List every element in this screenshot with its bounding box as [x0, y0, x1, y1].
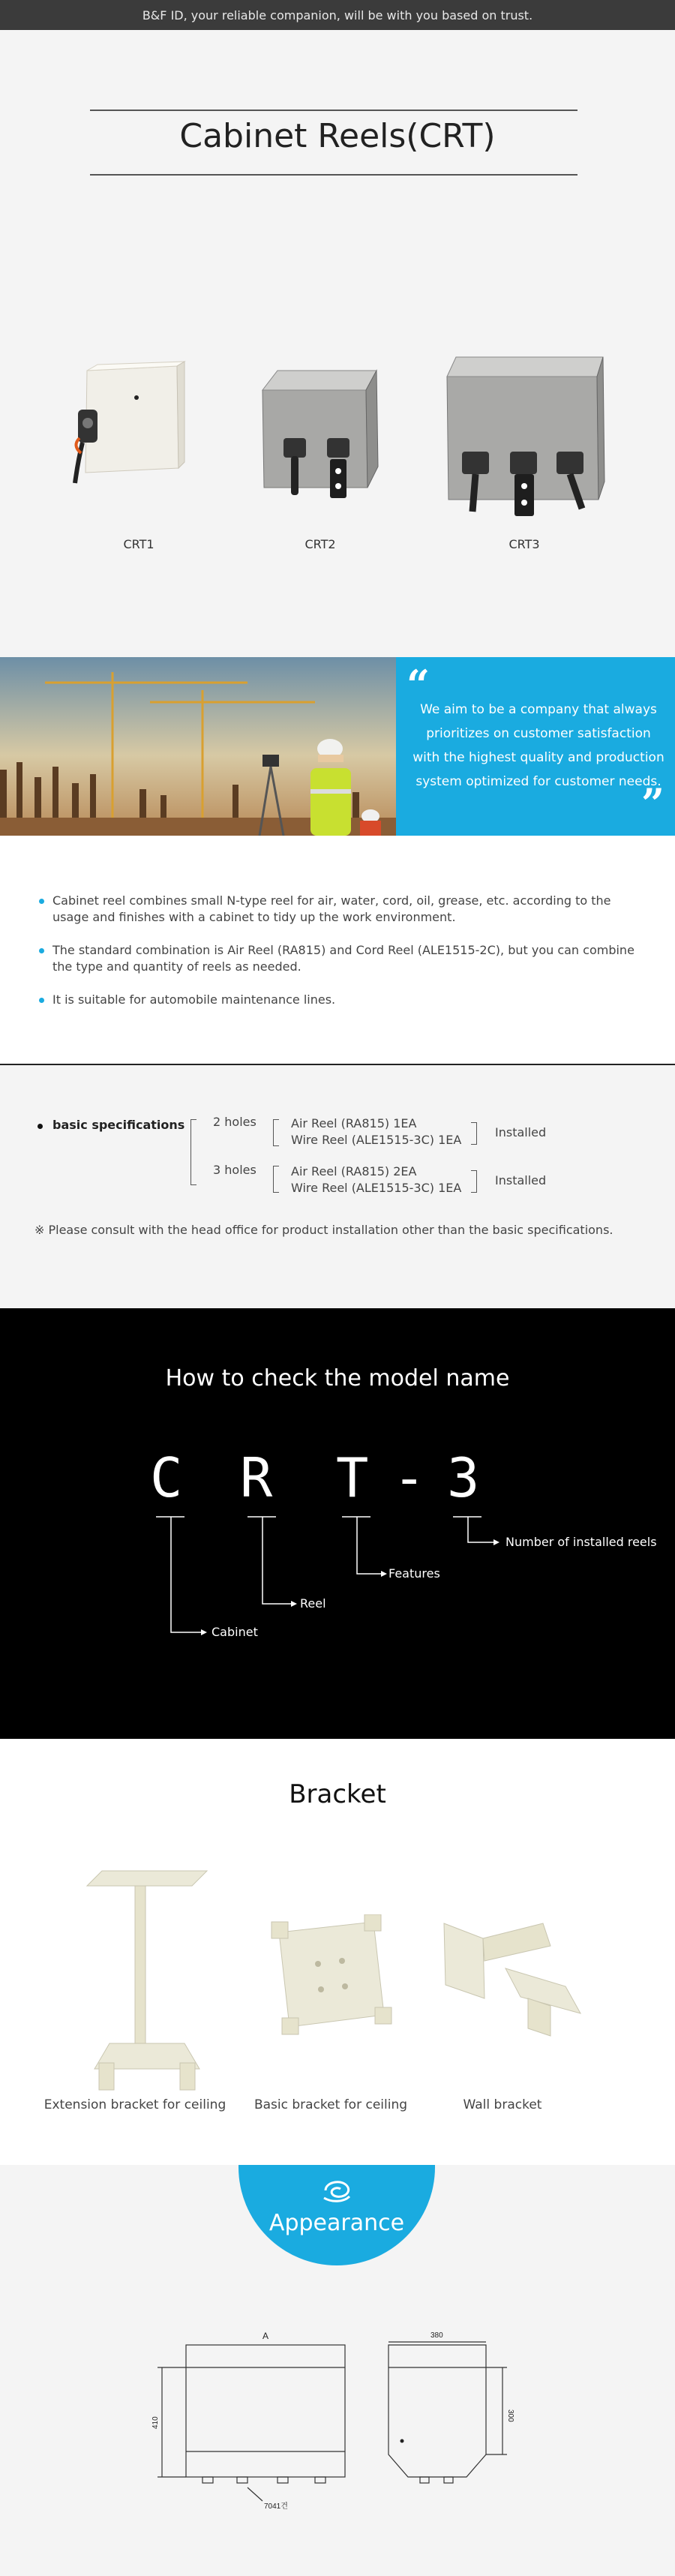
- model-label-count: Number of installed reels: [506, 1535, 657, 1549]
- top-banner-text: B&F ID, your reliable companion, will be with you based on trust.: [142, 8, 533, 23]
- mission-quote-text: [411, 698, 666, 794]
- bracket-section: [0, 1739, 675, 2165]
- feature-item: Cabinet reel combines small N-type reel for air, water, cord, oil, grease, etc. according to the usage and finishes with a cabinet to tidy up the work environment.: [39, 893, 639, 926]
- spec-status: Installed: [495, 1125, 547, 1139]
- spec-reel-line: Air Reel (RA815) 1EA: [291, 1116, 417, 1130]
- hero-section: [0, 30, 675, 657]
- spec-label: basic specifications: [52, 1118, 185, 1132]
- quote-close-icon: ”: [640, 779, 664, 827]
- top-banner: [0, 0, 675, 30]
- spec-group-bracket: [190, 1119, 196, 1185]
- crt2-image: [248, 360, 382, 525]
- spec-left-bracket: [273, 1119, 279, 1146]
- quote-line: prioritizes on customer satisfaction: [426, 726, 651, 741]
- dim-side-right: 300: [506, 2409, 514, 2422]
- crt1-label: CRT1: [123, 537, 154, 551]
- extension-bracket-image: [57, 1866, 222, 2099]
- dim-top-a: A: [262, 2331, 269, 2341]
- dim-left: 410: [152, 2416, 160, 2429]
- wall-bracket-label: Wall bracket: [463, 2097, 542, 2112]
- title-rule-top: [90, 110, 578, 111]
- feature-item: It is suitable for automobile maintenance lines.: [39, 992, 639, 1008]
- description-section: [0, 836, 675, 1064]
- spec-right-bracket: [471, 1170, 477, 1193]
- title-rule-bottom: [90, 174, 578, 176]
- spec-bullet-icon: [38, 1124, 43, 1129]
- model-connector-lines: [0, 1308, 675, 1739]
- crt3-image: [436, 339, 609, 527]
- appearance-badge: [238, 2165, 435, 2265]
- basic-bracket-image: [267, 1914, 394, 2042]
- construction-photo-image: [0, 657, 396, 836]
- feature-item: The standard combination is Air Reel (RA815) and Cord Reel (ALE1515-2C), but you can combine the type and quantity of reels as needed.: [39, 942, 639, 975]
- crt1-image: [64, 348, 200, 506]
- spec-note: ※ Please consult with the head office for product installation other than the basic specifications.: [34, 1223, 614, 1237]
- spec-reel-line: Wire Reel (ALE1515-3C) 1EA: [291, 1181, 462, 1195]
- quote-banner: [0, 657, 675, 836]
- spec-left-bracket: [273, 1166, 279, 1193]
- model-letter-3: 3: [447, 1446, 480, 1509]
- appearance-title: Appearance: [268, 2210, 405, 2236]
- model-label-features: Features: [388, 1566, 440, 1581]
- feature-list: [39, 893, 639, 1025]
- appearance-section: [0, 2165, 675, 2576]
- quote-line: We aim to be a company that always: [420, 702, 657, 717]
- spec-reel-line: Air Reel (RA815) 2EA: [291, 1164, 417, 1178]
- spec-status: Installed: [495, 1173, 547, 1187]
- model-label-reel: Reel: [300, 1596, 326, 1611]
- spec-section: [0, 1064, 675, 1308]
- basic-bracket-label: Basic bracket for ceiling: [254, 2097, 408, 2112]
- mission-quote-box: [396, 657, 675, 836]
- model-letter-r: R: [240, 1446, 273, 1509]
- quote-line: system optimized for customer needs.: [416, 774, 662, 789]
- model-letter-dash: -: [393, 1446, 426, 1509]
- crt2-label: CRT2: [304, 537, 336, 551]
- extension-bracket-label: Extension bracket for ceiling: [44, 2097, 226, 2112]
- page-title: Cabinet Reels(CRT): [179, 117, 496, 155]
- spec-right-bracket: [471, 1122, 477, 1145]
- bracket-title: Bracket: [289, 1779, 386, 1809]
- spec-holes: 3 holes: [213, 1163, 256, 1177]
- wall-bracket-image: [438, 1916, 588, 2043]
- spec-reel-line: Wire Reel (ALE1515-3C) 1EA: [291, 1133, 462, 1147]
- model-label-cabinet: Cabinet: [212, 1625, 258, 1639]
- quote-line: with the highest quality and production: [412, 750, 664, 765]
- crt3-label: CRT3: [508, 537, 540, 551]
- brand-swirl-icon: [321, 2175, 352, 2204]
- model-title: How to check the model name: [165, 1365, 510, 1392]
- dim-side-top: 380: [430, 2331, 443, 2340]
- construction-photo: [0, 657, 396, 836]
- appearance-drawing: [150, 2322, 540, 2517]
- model-letter-c: C: [150, 1446, 183, 1509]
- quote-open-icon: “: [406, 661, 430, 709]
- spec-holes: 2 holes: [213, 1115, 256, 1129]
- dim-bottom-note: 7041건: [264, 2502, 288, 2511]
- model-letter-t: T: [336, 1446, 369, 1509]
- model-name-section: [0, 1308, 675, 1739]
